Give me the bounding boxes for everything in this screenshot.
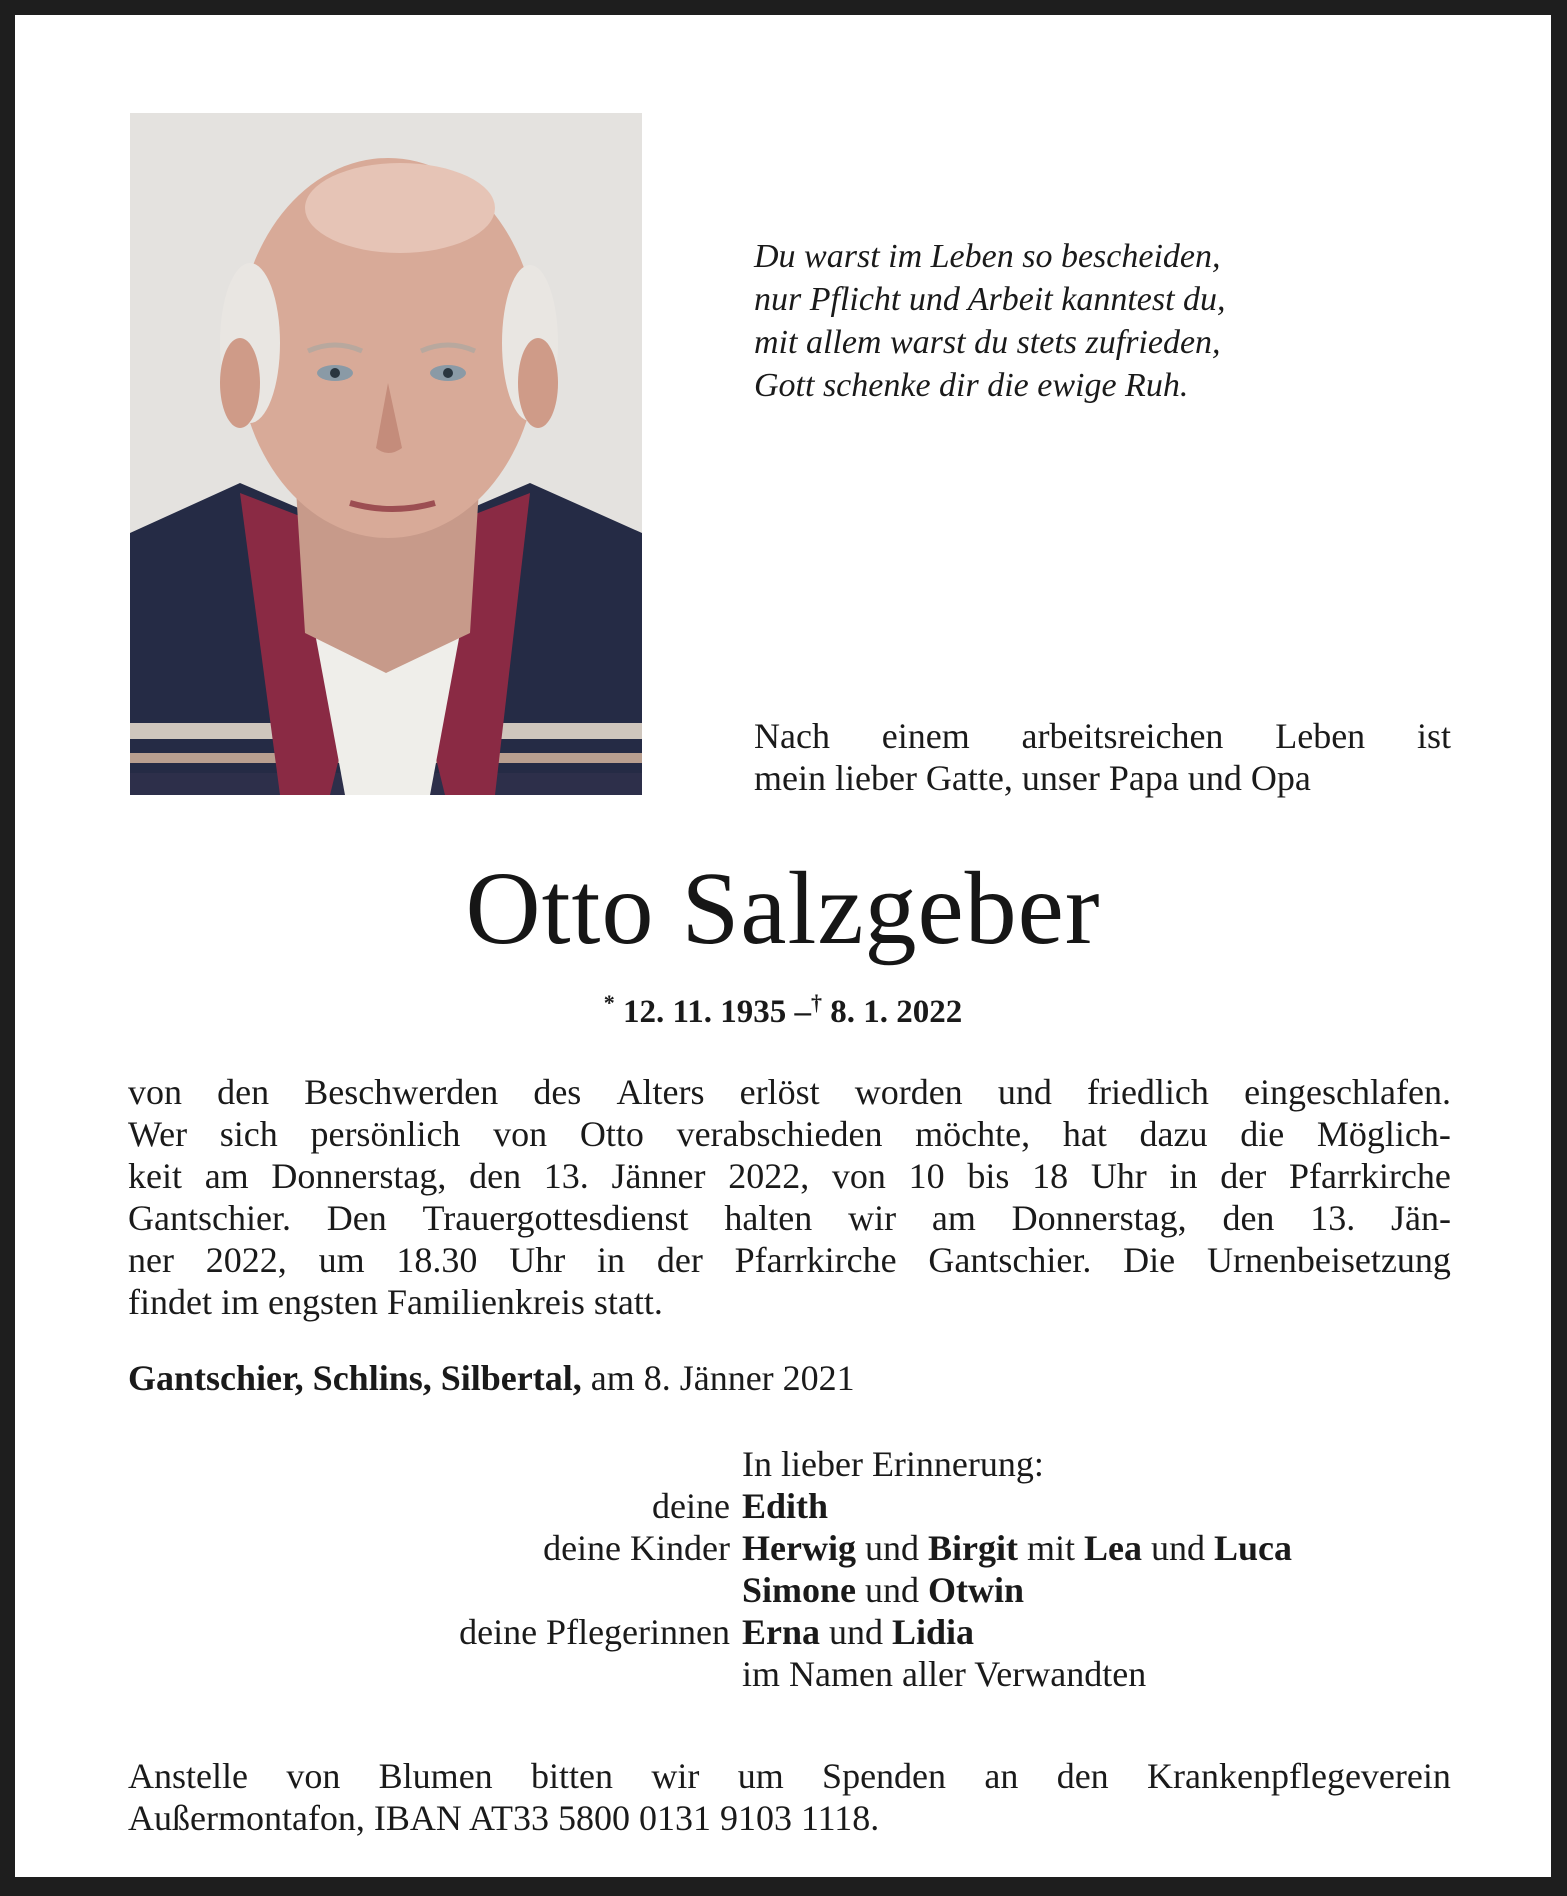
body-line: [128, 1113, 1451, 1155]
word: sich: [219, 1114, 278, 1154]
word: bitten: [531, 1756, 613, 1796]
mourner-name: Otwin: [928, 1570, 1025, 1610]
body-line: findet im engsten Familienkreis statt.: [128, 1282, 663, 1322]
word: Donnerstag,: [1011, 1198, 1187, 1238]
word: Otto: [579, 1114, 644, 1154]
mourner-row: [128, 1653, 1451, 1695]
word: halten: [724, 1198, 813, 1238]
mourner-name: Simone: [742, 1570, 857, 1610]
word: Uhr: [1090, 1156, 1147, 1196]
word: Jänner: [611, 1156, 706, 1196]
word: hat: [1062, 1114, 1107, 1154]
notice-date: am 8. Jänner 2021: [590, 1358, 855, 1398]
word: des: [533, 1072, 582, 1112]
life-dates: [15, 983, 1551, 1032]
death-symbol: †: [810, 990, 822, 1015]
word: Gantschier.: [128, 1198, 291, 1238]
word: um: [318, 1240, 365, 1280]
body-line: [128, 1239, 1451, 1281]
obituary-card: [15, 15, 1551, 1877]
word: Krankenpflegeverein: [1147, 1756, 1451, 1796]
word: keit: [128, 1156, 182, 1196]
word: Beschwerden: [304, 1072, 499, 1112]
relatives-note: im Namen aller Verwandten: [742, 1654, 1147, 1694]
word: 18.30: [396, 1240, 478, 1280]
word: in: [597, 1240, 626, 1280]
birth-date: 12. 11. 1935: [623, 994, 787, 1030]
word: einem: [881, 716, 970, 756]
word: ner: [128, 1240, 174, 1280]
word: den: [1222, 1198, 1275, 1238]
word: Den: [326, 1198, 387, 1238]
mourner-name: Edith: [742, 1486, 829, 1526]
word: persönlich: [310, 1114, 461, 1154]
word: Die: [1123, 1240, 1176, 1280]
word: Nach: [754, 716, 830, 756]
deceased-name: Otto Salzgeber: [465, 851, 1101, 966]
word: verabschieden: [676, 1114, 883, 1154]
word: die: [1240, 1114, 1285, 1154]
memorial-poem: [754, 235, 1454, 407]
word: erlöst: [739, 1072, 820, 1112]
word: in: [1169, 1156, 1198, 1196]
birth-symbol: *: [603, 990, 615, 1015]
word: ist: [1416, 716, 1451, 756]
word: eingeschlafen.: [1244, 1072, 1451, 1112]
word: an: [984, 1756, 1019, 1796]
conjunction: und: [829, 1612, 884, 1652]
word: Trauergottesdienst: [422, 1198, 689, 1238]
word: Anstelle: [128, 1756, 248, 1796]
mourner-relation: deine Pflegerinnen: [459, 1612, 730, 1652]
word: am: [931, 1198, 976, 1238]
mourner-relation: deine Kinder: [543, 1528, 730, 1568]
word: von: [128, 1072, 182, 1112]
word: Blumen: [378, 1756, 493, 1796]
intro-text: [754, 715, 1451, 799]
intro-line-1: [754, 715, 1451, 757]
poem-line: Gott schenke dir die ewige Ruh.: [754, 367, 1189, 404]
mourner-name: Herwig: [742, 1528, 856, 1568]
word: Urnenbeisetzung: [1206, 1240, 1451, 1280]
word: Gantschier.: [928, 1240, 1092, 1280]
word: von: [493, 1114, 548, 1154]
donation-note: [128, 1755, 1451, 1839]
word: friedlich: [1086, 1072, 1209, 1112]
place-names: Gantschier, Schlins, Silbertal,: [128, 1358, 582, 1398]
word: worden: [854, 1072, 963, 1112]
donation-line-1: [128, 1755, 1451, 1797]
word: den: [469, 1156, 522, 1196]
mourner-name: Lea: [1083, 1528, 1142, 1568]
word: wir: [651, 1756, 700, 1796]
word: bis: [967, 1156, 1010, 1196]
word: 2022,: [728, 1156, 810, 1196]
word: der: [656, 1240, 703, 1280]
mourner-row: [128, 1527, 1451, 1569]
donation-line-2: Außermontafon, IBAN AT33 5800 0131 9103 1118.: [128, 1798, 880, 1838]
word: dazu: [1139, 1114, 1208, 1154]
word: Möglich-: [1316, 1114, 1451, 1154]
mourner-name: Erna: [742, 1612, 821, 1652]
poem-line: mit allem warst du stets zufrieden,: [754, 324, 1221, 361]
word: von: [831, 1156, 886, 1196]
mourners-heading-row: [128, 1443, 1451, 1485]
word: Leben: [1275, 716, 1366, 756]
poem-line: Du warst im Leben so bescheiden,: [754, 238, 1221, 275]
word: Uhr: [509, 1240, 566, 1280]
conjunction: mit: [1026, 1528, 1075, 1568]
word: Donnerstag,: [271, 1156, 447, 1196]
word: 10: [908, 1156, 945, 1196]
word: 18: [1032, 1156, 1069, 1196]
mourner-name: Luca: [1213, 1528, 1292, 1568]
date-separator: –: [794, 994, 811, 1030]
death-date: 8. 1. 2022: [830, 994, 963, 1030]
word: Wer: [128, 1114, 188, 1154]
intro-line-2: mein lieber Gatte, unser Papa und Opa: [754, 758, 1311, 798]
word: am: [204, 1156, 249, 1196]
portrait-illustration: [130, 113, 642, 795]
word: arbeitsreichen: [1021, 716, 1224, 756]
body-line: [128, 1155, 1451, 1197]
word: möchte,: [915, 1114, 1031, 1154]
mourner-relation: deine: [652, 1486, 730, 1526]
conjunction: und: [1150, 1528, 1205, 1568]
mourner-name: Birgit: [927, 1528, 1018, 1568]
word: der: [1220, 1156, 1267, 1196]
mourner-row: [128, 1569, 1451, 1611]
poem-line: nur Pflicht und Arbeit kanntest du,: [754, 281, 1226, 318]
word: Spenden: [822, 1756, 947, 1796]
body-line: [128, 1197, 1451, 1239]
body-line: [128, 1071, 1451, 1113]
word: 13.: [1310, 1198, 1356, 1238]
word: von: [286, 1756, 341, 1796]
place-and-date: [128, 1357, 1128, 1399]
word: den: [1056, 1756, 1109, 1796]
word: um: [737, 1756, 784, 1796]
conjunction: und: [865, 1570, 920, 1610]
word: wir: [848, 1198, 897, 1238]
word: 2022,: [205, 1240, 287, 1280]
word: den: [217, 1072, 270, 1112]
portrait-photo: [130, 113, 642, 795]
word: Pfarrkirche: [1288, 1156, 1451, 1196]
mourner-name: Lidia: [892, 1612, 975, 1652]
mourners-list: [128, 1443, 1451, 1695]
word: Jän-: [1391, 1198, 1451, 1238]
word: 13.: [543, 1156, 589, 1196]
mourners-heading: In lieber Erinnerung:: [742, 1444, 1044, 1484]
obituary-body: [128, 1071, 1451, 1323]
conjunction: und: [864, 1528, 919, 1568]
mourner-row: [128, 1485, 1451, 1527]
mourner-row: [128, 1611, 1451, 1653]
word: und: [997, 1072, 1052, 1112]
word: Alters: [616, 1072, 705, 1112]
word: Pfarrkirche: [734, 1240, 897, 1280]
